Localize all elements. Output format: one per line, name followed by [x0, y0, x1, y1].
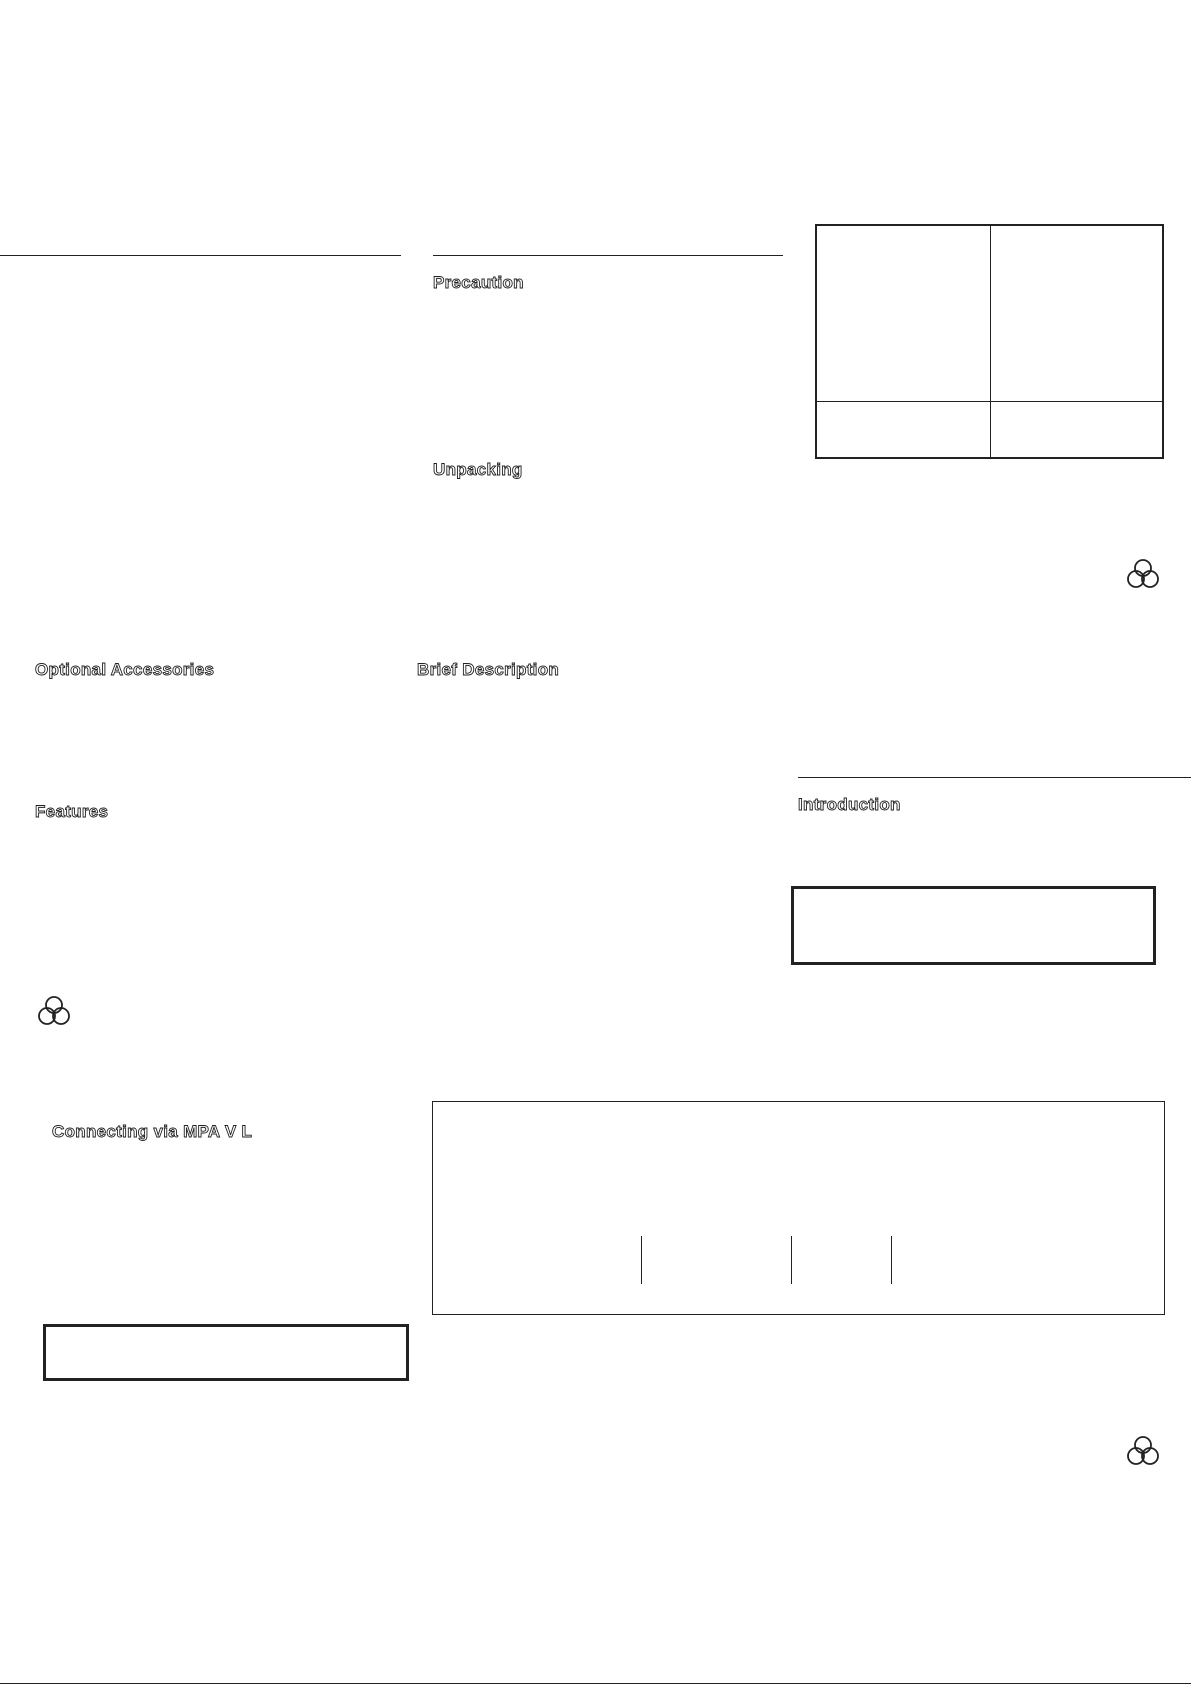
spec-table: [815, 224, 1164, 459]
introduction-note-box: [791, 886, 1156, 965]
rule-right-intro: [798, 777, 1191, 778]
diagram-divider-3: [891, 1236, 892, 1284]
heading-features: Features: [35, 802, 109, 821]
connecting-note-box: [43, 1324, 409, 1381]
diagram-divider-1: [641, 1236, 642, 1284]
trefoil-recycle-icon: [1124, 556, 1162, 594]
diagram-divider-2: [791, 1236, 792, 1284]
spec-table-row-divider: [817, 401, 1162, 402]
rule-left-top: [0, 255, 401, 256]
heading-precaution: Precaution: [433, 273, 524, 292]
heading-introduction: Introduction: [798, 795, 901, 814]
rule-middle-top: [433, 255, 783, 256]
spec-table-column-divider: [990, 226, 991, 457]
heading-unpacking: Unpacking: [433, 460, 523, 479]
rule-page-bottom: [0, 1683, 1191, 1684]
connection-diagram-box: [432, 1101, 1165, 1315]
trefoil-recycle-icon: [35, 993, 73, 1031]
heading-optional-accessories: Optional Accessories: [35, 660, 215, 679]
heading-brief-description: Brief Description: [417, 660, 560, 679]
trefoil-recycle-icon: [1124, 1433, 1162, 1471]
heading-connecting: Connecting via MPA V L: [52, 1122, 253, 1141]
